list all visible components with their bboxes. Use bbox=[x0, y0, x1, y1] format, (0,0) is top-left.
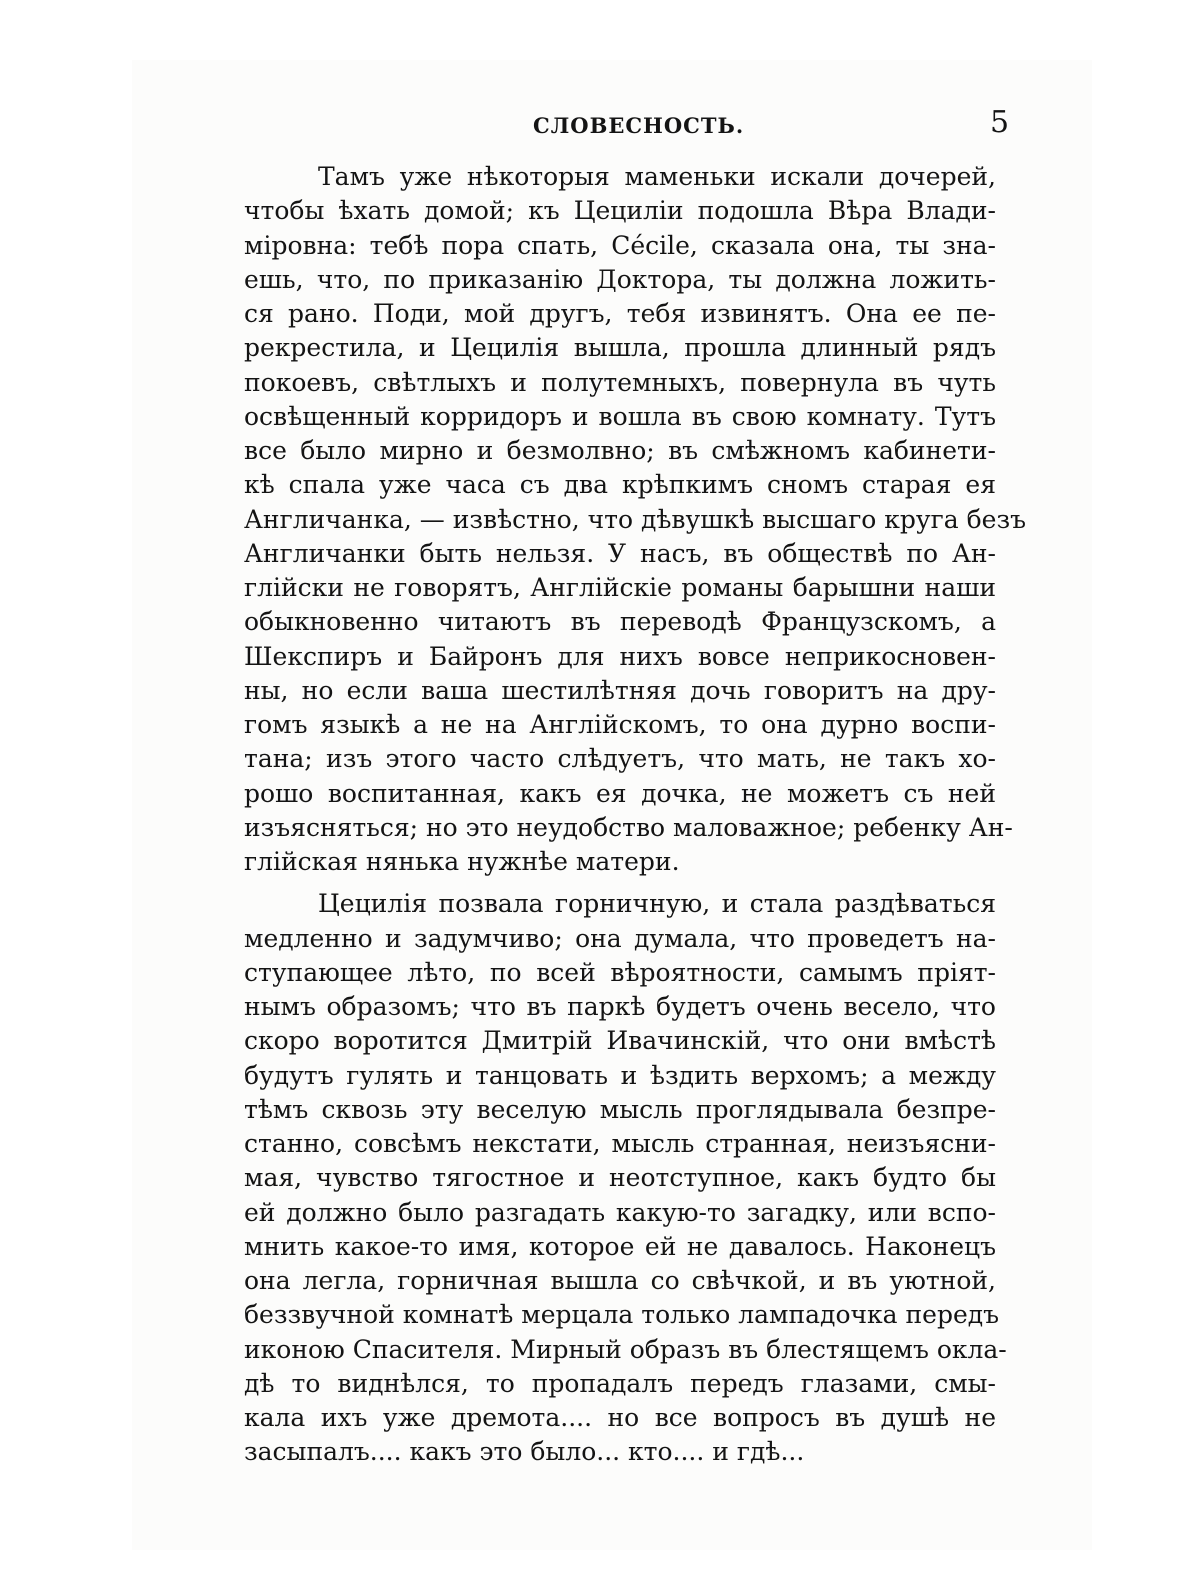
paragraph bbox=[244, 887, 1007, 1469]
text-line: тѣмъ сквозь эту веселую мысль проглядывала безпре- bbox=[244, 1094, 996, 1124]
text-line: ей должно было разгадать какую-то загадку, или вспо- bbox=[244, 1197, 996, 1227]
text-line: Тамъ уже нѣкоторыя маменьки искали дочерей, bbox=[318, 162, 996, 191]
text-line: станно, совсѣмъ некстати, мысль странная, неизъясни- bbox=[244, 1129, 996, 1158]
text-line: освѣщенный корридоръ и вошла въ свою комнату. Тутъ bbox=[244, 401, 996, 431]
paragraph bbox=[244, 160, 1026, 879]
running-head bbox=[0, 105, 1191, 145]
text-line: Англичанки быть нельзя. У насъ, въ обществѣ по Ан- bbox=[244, 538, 996, 568]
text-line: дѣ то виднѣлся, то пропадалъ передъ глазами, смы- bbox=[244, 1368, 996, 1398]
text-line: тана; изъ этого часто слѣдуетъ, что мать, не такъ хо- bbox=[244, 744, 996, 774]
text-line: засыпалъ.... какъ это было... кто.... и гдѣ... bbox=[244, 1437, 805, 1467]
text-line: Шекспиръ и Байронъ для нихъ вовсе неприкосновен- bbox=[244, 641, 996, 671]
text-line: беззвучной комнатѣ мерцала только лампадочка передъ bbox=[244, 1300, 1000, 1330]
text-line: будутъ гулять и танцовать и ѣздить верхомъ; а между bbox=[244, 1060, 996, 1090]
text-line: медленно и задумчиво; она думала, что проведетъ на- bbox=[244, 923, 996, 953]
text-line: ны, но если ваша шестилѣтняя дочь говоритъ на дру- bbox=[244, 675, 996, 705]
paragraph-gap bbox=[244, 879, 996, 887]
page-number: 5 bbox=[990, 105, 1010, 140]
text-line: иконою Спасителя. Мирный образъ въ блестящемъ окла- bbox=[244, 1334, 1007, 1364]
text-line: глійская нянька нужнѣе матери. bbox=[244, 847, 680, 876]
text-line: мнить какое-то имя, которое ей не давалось. Наконецъ bbox=[244, 1231, 996, 1261]
text-line: глійски не говорятъ, Англійскіе романы барышни наши bbox=[244, 573, 996, 602]
text-line: рекрестила, и Цецилія вышла, прошла длинный рядъ bbox=[244, 333, 996, 363]
text-line: все было мирно и безмолвно; въ смѣжномъ кабинети- bbox=[244, 436, 996, 465]
text-line: ступающее лѣто, по всей вѣроятности, самымъ пріят- bbox=[244, 957, 996, 987]
text-line: Англичанка, — извѣстно, что дѣвушкѣ высшаго круга безъ bbox=[244, 504, 1026, 534]
body-text bbox=[244, 160, 1026, 1470]
text-line: рошо воспитанная, какъ ея дочка, не можетъ съ ней bbox=[244, 778, 996, 808]
text-line: кала ихъ уже дремота.... но все вопросъ въ душѣ не bbox=[244, 1403, 996, 1432]
text-line: изъясняться; но это неудобство маловажное; ребенку Ан- bbox=[244, 812, 1013, 842]
text-line: покоевъ, свѣтлыхъ и полутемныхъ, повернула въ чуть bbox=[244, 367, 996, 397]
text-line: она легла, горничная вышла со свѣчкой, и въ уютной, bbox=[244, 1266, 996, 1295]
text-line: обыкновенно читаютъ въ переводѣ Французскомъ, а bbox=[244, 607, 996, 637]
text-line: кѣ спала уже часа съ два крѣпкимъ сномъ старая ея bbox=[244, 470, 996, 500]
text-line: чтобы ѣхать домой; къ Цециліи подошла Вѣра Влади- bbox=[244, 196, 996, 226]
text-line: нымъ образомъ; что въ паркѣ будетъ очень весело, что bbox=[244, 992, 996, 1021]
text-line: гомъ языкѣ а не на Англійскомъ, то она дурно воспи- bbox=[244, 710, 996, 739]
text-line: ешь, что, по приказанію Доктора, ты должна ложить- bbox=[244, 264, 996, 294]
text-line: ся рано. Поди, мой другъ, тебя извинятъ. Она ее пе- bbox=[244, 299, 996, 328]
text-line: скоро воротится Дмитрій Ивачинскій, что они вмѣстѣ bbox=[244, 1026, 996, 1056]
text-line: мая, чувство тягостное и неотступное, какъ будто бы bbox=[244, 1163, 996, 1193]
text-line: міровна: тебѣ пора спать, Cécile, сказала она, ты зна- bbox=[244, 230, 996, 260]
section-title: СЛОВЕСНОСТЬ. bbox=[533, 113, 745, 138]
text-line: Цецилія позвала горничную, и стала раздѣваться bbox=[318, 889, 996, 919]
